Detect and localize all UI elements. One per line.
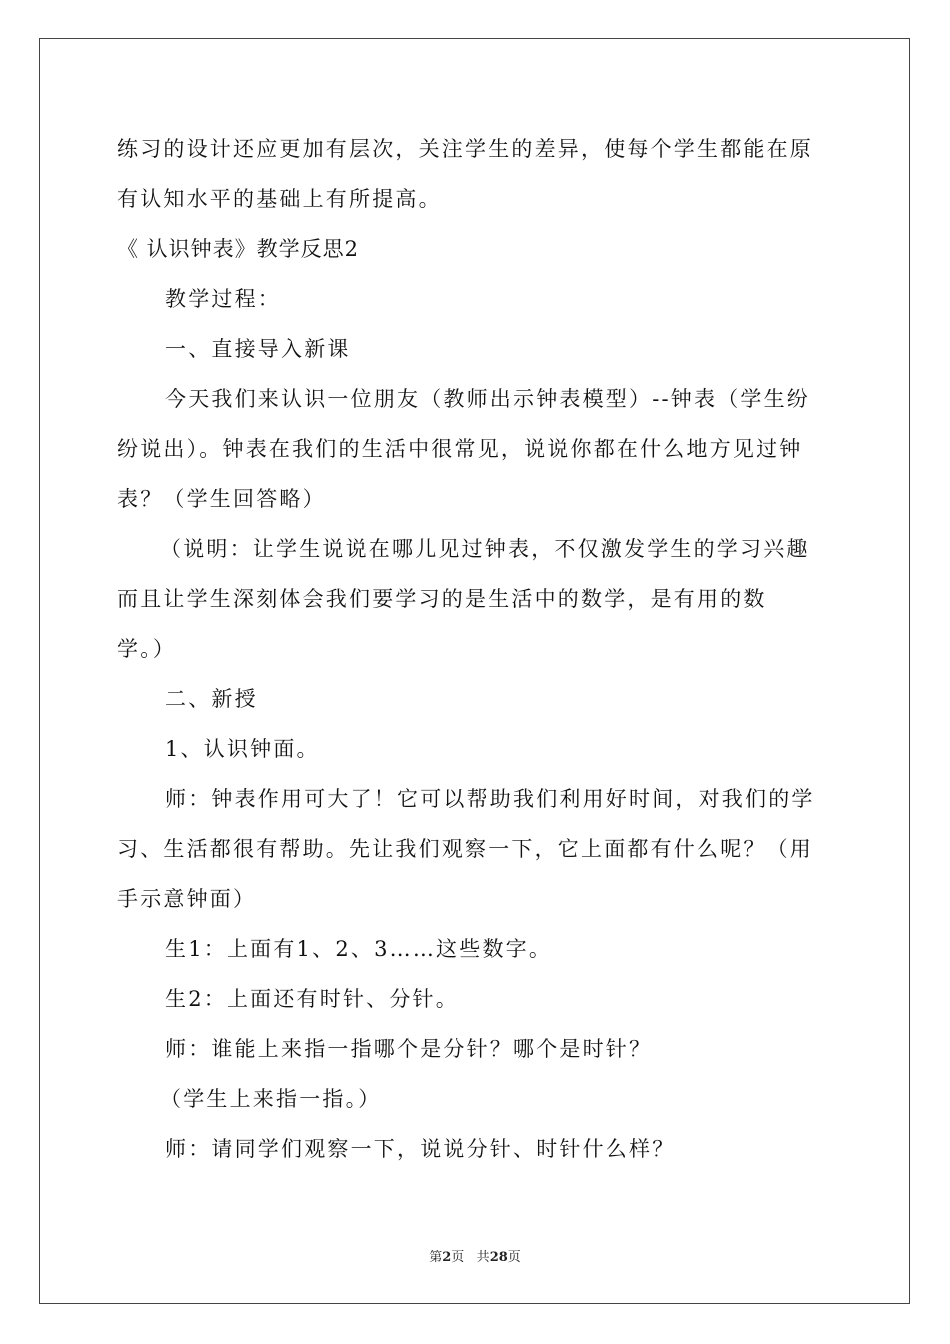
text-line: 学。） <box>117 637 177 661</box>
text-line: （学生上来指一指。） <box>160 1087 382 1111</box>
text-line: 教学过程： <box>165 287 281 311</box>
total-suffix: 页 <box>507 1250 521 1265</box>
text-line: 习、生活都很有帮助。先让我们观察一下，它上面都有什么呢？（用 <box>117 837 813 861</box>
page-suffix: 页 <box>451 1250 465 1265</box>
text-line: 二、新授 <box>165 687 258 711</box>
text-line: （说明：让学生说说在哪儿见过钟表，不仅激发学生的学习兴趣 <box>160 537 810 561</box>
page-footer <box>0 1250 950 1266</box>
total-prefix: 共 <box>476 1250 490 1265</box>
text-line: 生1：上面有1、2、3……这些数字。 <box>165 937 553 961</box>
page-prefix: 第 <box>429 1250 443 1265</box>
text-line: 1、认识钟面。 <box>165 737 320 761</box>
page-border <box>39 38 910 1304</box>
section-title: 《 认识钟表》教学反思2 <box>117 237 360 261</box>
text-line: 有认知水平的基础上有所提高。 <box>117 187 442 211</box>
text-line: 师：请同学们观察一下，说说分针、时针什么样？ <box>165 1137 676 1161</box>
text-line: 师：谁能上来指一指哪个是分针？哪个是时针？ <box>165 1037 653 1061</box>
text-line: 表？（学生回答略） <box>117 487 326 511</box>
text-line: 手示意钟面） <box>117 887 257 911</box>
text-line: 生2：上面还有时针、分针。 <box>165 987 459 1011</box>
text-line: 今天我们来认识一位朋友（教师出示钟表模型）--钟表（学生纷 <box>165 387 810 411</box>
total-pages: 28 <box>489 1250 508 1265</box>
text-line: 师：钟表作用可大了！它可以帮助我们利用好时间，对我们的学 <box>165 787 815 811</box>
text-line: 纷说出）。钟表在我们的生活中很常见，说说你都在什么地方见过钟 <box>117 437 803 461</box>
page-number: 2 <box>442 1250 452 1265</box>
text-line: 一、直接导入新课 <box>165 337 351 361</box>
text-line: 而且让学生深刻体会我们要学习的是生活中的数学，是有用的数 <box>117 587 767 611</box>
text-line: 练习的设计还应更加有层次，关注学生的差异，使每个学生都能在原 <box>117 137 813 161</box>
